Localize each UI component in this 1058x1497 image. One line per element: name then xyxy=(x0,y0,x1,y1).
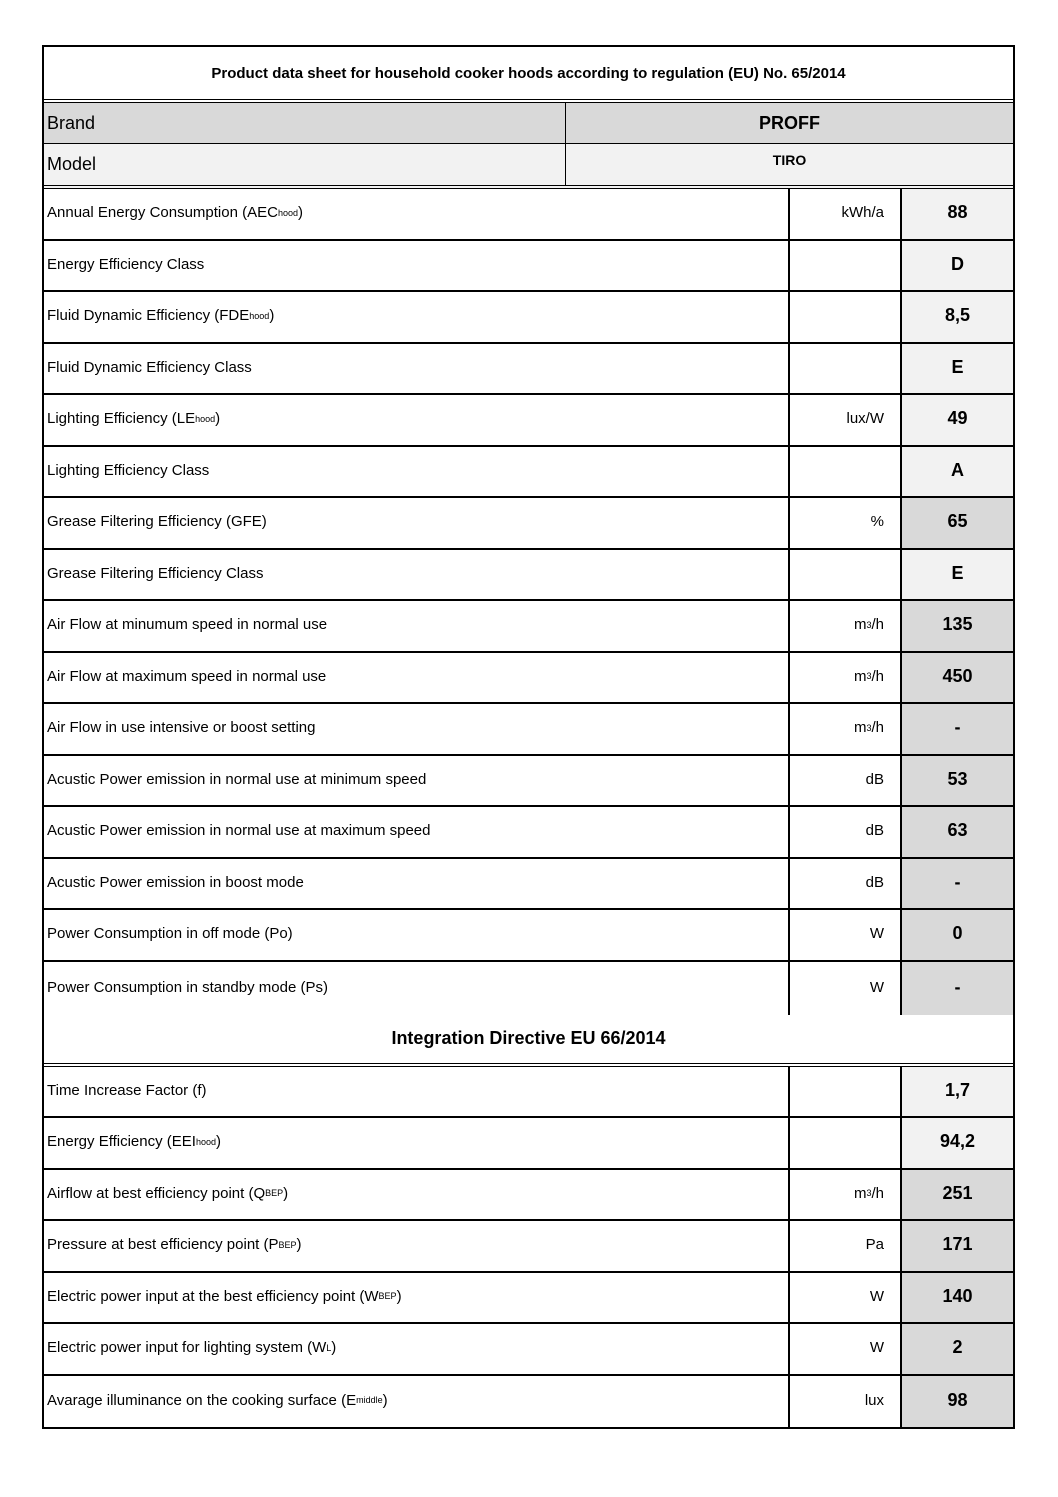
row-label-text: Grease Filtering Efficiency (GFE) xyxy=(47,513,267,531)
row-label-text: Acustic Power emission in boost mode xyxy=(47,873,304,891)
row-unit xyxy=(790,498,902,548)
table-row xyxy=(44,1170,1013,1222)
row-value: 140 xyxy=(902,1273,1013,1323)
row-label-text: Power Consumption in off mode (Po) xyxy=(47,925,293,943)
product-data-sheet-table xyxy=(42,45,1015,1429)
row-value: 1,7 xyxy=(902,1067,1013,1117)
row-unit-text: dB xyxy=(865,873,884,891)
row-unit xyxy=(790,550,902,600)
row-label-tail: ) xyxy=(331,1339,337,1357)
row-unit-text: lux xyxy=(864,1391,884,1409)
row-label-text: Fluid Dynamic Efficiency (FDE xyxy=(47,307,250,325)
row-label-text: Acustic Power emission in normal use at minimum speed xyxy=(47,770,427,788)
row-unit xyxy=(790,1221,902,1271)
row-label xyxy=(44,241,790,291)
row-label xyxy=(44,962,790,1015)
model-label: Model xyxy=(44,144,566,185)
row-label-text: Electric power input at the best efficiency point (W xyxy=(47,1287,379,1305)
row-label: Electric power input for lighting system (W L ) xyxy=(44,1324,790,1374)
model-row xyxy=(44,144,1013,189)
row-label-text: Air Flow in use intensive or boost setting xyxy=(47,719,316,737)
row-label-text: Electric power input for lighting system (W xyxy=(47,1339,327,1357)
row-label-text: Power Consumption in standby mode (Ps) xyxy=(47,978,328,996)
table-row xyxy=(44,447,1013,499)
brand-row xyxy=(44,103,1013,144)
row-label-text: Time Increase Factor (f) xyxy=(47,1081,207,1099)
row-unit xyxy=(790,189,902,239)
section-heading-integration-directive: Integration Directive EU 66/2014 xyxy=(44,1015,1013,1067)
row-value: 2 xyxy=(902,1324,1013,1374)
table-row xyxy=(44,1376,1013,1428)
regulation-65-2014-section xyxy=(44,189,1013,1015)
row-label-tail: ) xyxy=(296,1236,302,1254)
row-unit-text: W xyxy=(869,978,884,996)
row-value: 450 xyxy=(902,653,1013,703)
row-value: 98 xyxy=(902,1376,1013,1428)
table-row xyxy=(44,1324,1013,1376)
row-label: Airflow at best efficiency point (Q BEP ) xyxy=(44,1170,790,1220)
row-label xyxy=(44,498,790,548)
row-label-text: Energy Efficiency (EEI xyxy=(47,1133,196,1151)
row-label xyxy=(44,1067,790,1117)
row-unit: m 3 /h xyxy=(790,653,902,703)
table-row xyxy=(44,550,1013,602)
row-value: E xyxy=(902,550,1013,600)
table-row xyxy=(44,756,1013,808)
row-unit-text: kWh/a xyxy=(841,204,884,222)
row-unit-text: m xyxy=(853,616,867,634)
row-unit-text: m xyxy=(853,1184,867,1202)
row-value: D xyxy=(902,241,1013,291)
row-value: 53 xyxy=(902,756,1013,806)
row-value: - xyxy=(902,859,1013,909)
row-unit-text: W xyxy=(869,1287,884,1305)
row-label-text: Avarage illuminance on the cooking surface (E xyxy=(47,1391,357,1409)
row-value: 63 xyxy=(902,807,1013,857)
row-label-text: Lighting Efficiency (LE xyxy=(47,410,196,428)
table-row xyxy=(44,1221,1013,1273)
table-row xyxy=(44,601,1013,653)
row-value: 8,5 xyxy=(902,292,1013,342)
row-label xyxy=(44,601,790,651)
row-label-tail: ) xyxy=(283,1184,289,1202)
row-label: Energy Efficiency (EEI hood ) xyxy=(44,1118,790,1168)
row-value: 171 xyxy=(902,1221,1013,1271)
row-unit-text: dB xyxy=(865,770,884,788)
table-row xyxy=(44,1067,1013,1119)
table-row xyxy=(44,498,1013,550)
row-unit xyxy=(790,910,902,960)
row-unit-text: % xyxy=(870,513,884,531)
row-value: 49 xyxy=(902,395,1013,445)
table-row xyxy=(44,807,1013,859)
row-value: 65 xyxy=(902,498,1013,548)
row-unit-tail: /h xyxy=(871,719,884,737)
row-label: Avarage illuminance on the cooking surface (E middle ) xyxy=(44,1376,790,1428)
row-value: - xyxy=(902,962,1013,1015)
row-unit-tail: /h xyxy=(871,1184,884,1202)
row-unit-text: lux/W xyxy=(846,410,884,428)
table-row xyxy=(44,910,1013,962)
row-unit xyxy=(790,1324,902,1374)
row-label-text: Energy Efficiency Class xyxy=(47,255,205,273)
row-label-text: Air Flow at maximum speed in normal use xyxy=(47,667,327,685)
brand-value: PROFF xyxy=(759,112,820,133)
row-unit xyxy=(790,1273,902,1323)
table-row xyxy=(44,344,1013,396)
row-label-tail: ) xyxy=(396,1287,402,1305)
row-label: Lighting Efficiency (LE hood ) xyxy=(44,395,790,445)
integration-directive-section xyxy=(44,1067,1013,1428)
row-unit-text: Pa xyxy=(865,1236,884,1254)
row-unit xyxy=(790,1118,902,1168)
row-label xyxy=(44,344,790,394)
row-label-text: Pressure at best efficiency point (P xyxy=(47,1236,279,1254)
table-row xyxy=(44,653,1013,705)
table-row xyxy=(44,859,1013,911)
row-unit xyxy=(790,859,902,909)
row-label-text: Airflow at best efficiency point (Q xyxy=(47,1184,266,1202)
row-unit xyxy=(790,344,902,394)
table-row xyxy=(44,1118,1013,1170)
row-unit-tail: /h xyxy=(871,616,884,634)
row-value: 94,2 xyxy=(902,1118,1013,1168)
row-unit xyxy=(790,1067,902,1117)
row-unit xyxy=(790,292,902,342)
row-label: Pressure at best efficiency point (P BEP ) xyxy=(44,1221,790,1271)
row-unit-text: m xyxy=(853,667,867,685)
row-unit: m 3 /h xyxy=(790,704,902,754)
row-unit-text: W xyxy=(869,925,884,943)
table-row xyxy=(44,1273,1013,1325)
row-unit xyxy=(790,1376,902,1428)
row-value: 88 xyxy=(902,189,1013,239)
row-label-text: Acustic Power emission in normal use at maximum speed xyxy=(47,822,431,840)
table-row xyxy=(44,704,1013,756)
row-value: E xyxy=(902,344,1013,394)
row-label-text: Annual Energy Consumption (AEC xyxy=(47,204,278,222)
row-value: A xyxy=(902,447,1013,497)
row-label xyxy=(44,704,790,754)
row-value: - xyxy=(902,704,1013,754)
table-row xyxy=(44,189,1013,241)
row-label-text: Air Flow at minumum speed in normal use xyxy=(47,616,328,634)
row-unit xyxy=(790,962,902,1015)
row-unit-text: dB xyxy=(865,822,884,840)
row-label-tail: ) xyxy=(215,410,221,428)
row-label-tail: ) xyxy=(298,204,303,222)
row-label-tail: ) xyxy=(269,307,275,325)
sheet-title: Product data sheet for household cooker hoods according to regulation (EU) No. 65/2014 xyxy=(44,47,1013,103)
row-label-tail: ) xyxy=(382,1391,388,1409)
table-row xyxy=(44,395,1013,447)
row-label: Annual Energy Consumption (AEC hood ) xyxy=(44,189,790,239)
row-label-text: Grease Filtering Efficiency Class xyxy=(47,564,264,582)
row-label xyxy=(44,859,790,909)
row-label xyxy=(44,807,790,857)
row-label-text: Lighting Efficiency Class xyxy=(47,461,210,479)
row-unit-text: m xyxy=(853,719,867,737)
row-value: 135 xyxy=(902,601,1013,651)
row-label xyxy=(44,756,790,806)
row-unit xyxy=(790,395,902,445)
row-label: Fluid Dynamic Efficiency (FDE hood ) xyxy=(44,292,790,342)
row-value: 0 xyxy=(902,910,1013,960)
row-unit xyxy=(790,807,902,857)
table-row xyxy=(44,292,1013,344)
row-unit xyxy=(790,756,902,806)
row-label-tail: ) xyxy=(215,1133,221,1151)
row-value: 251 xyxy=(902,1170,1013,1220)
row-unit: m 3 /h xyxy=(790,601,902,651)
row-label: Electric power input at the best efficiency point (W BEP ) xyxy=(44,1273,790,1323)
table-row xyxy=(44,962,1013,1015)
table-row xyxy=(44,241,1013,293)
row-unit-text: W xyxy=(869,1339,884,1357)
row-unit-tail: /h xyxy=(871,667,884,685)
row-label xyxy=(44,447,790,497)
brand-label: Brand xyxy=(44,103,566,143)
row-unit xyxy=(790,447,902,497)
row-label-text: Fluid Dynamic Efficiency Class xyxy=(47,358,252,376)
row-label xyxy=(44,550,790,600)
row-unit: m 3 /h xyxy=(790,1170,902,1220)
row-label xyxy=(44,910,790,960)
row-label xyxy=(44,653,790,703)
model-value: TIRO xyxy=(772,152,807,168)
row-unit xyxy=(790,241,902,291)
